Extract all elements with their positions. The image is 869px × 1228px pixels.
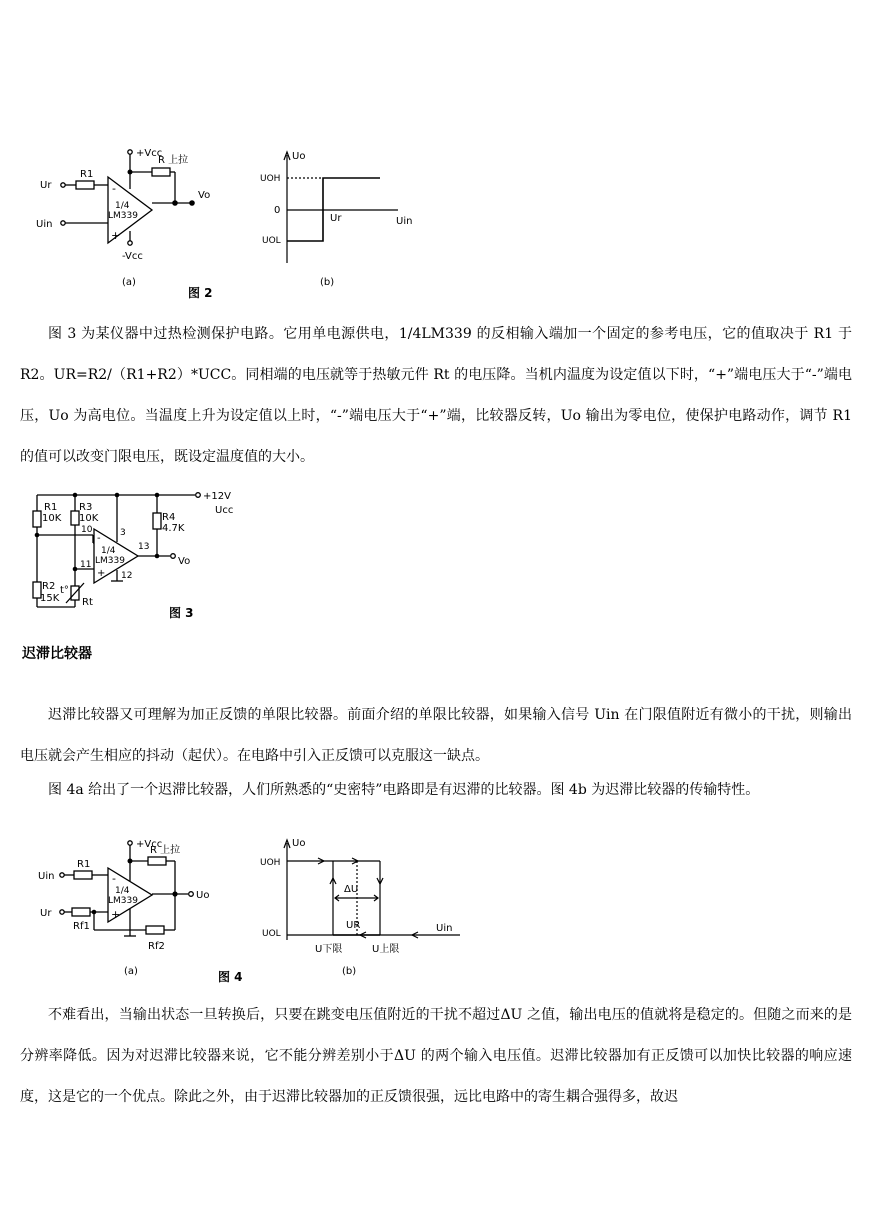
figure-4-caption: 图 4 [218, 970, 243, 984]
u-upper-label: U上限 [372, 944, 400, 955]
opamp-label-1: 1/4 [115, 201, 130, 211]
rt-label: Rt [82, 597, 93, 608]
r1-value: 10K [42, 513, 62, 524]
r3-value: 10K [79, 513, 99, 524]
r1-label: R1 [77, 859, 91, 870]
figure-4-svg [0, 828, 480, 988]
graph-x-axis-label: Uin [396, 216, 413, 227]
figure-4 [0, 828, 480, 988]
minus-label: - [112, 182, 116, 195]
vo-label: Vo [198, 190, 211, 201]
vcc-neg-label: -Vcc [122, 251, 143, 262]
opamp-label-2: LM339 [108, 211, 138, 221]
opamp-label-2: LM339 [95, 556, 125, 566]
ur-label: Ur [40, 908, 52, 919]
opamp-label-1: 1/4 [115, 886, 130, 896]
paragraph-fig3-description: 图 3 为某仪器中过热检测保护电路。它用单电源供电，1/4LM339 的反相输入端加一个固定的参考电压，它的值取决于 R1 于 R2。UR=R2/（R1+R2）*UCC。同相端的电压就等于热敏元件 Rt 的电压降。当机内温度为设定值以下时，“+”端电压大于“-”端电压，Uo 为高电位。当温度上升为设定值以上时，“-”端电压大于“+”端，比较器反转，Uo 输出为零电位，使保护电路动作，调节 R1 的值可以改变门限电压，既设定温度值的大小。 [20, 326, 852, 465]
r-pullup-label: R 上拉 [158, 155, 189, 166]
uoh-label: UOH [260, 858, 281, 868]
pin-11-label: 11 [80, 560, 92, 570]
pin-3-label: 3 [120, 528, 126, 538]
zero-label: 0 [274, 205, 281, 216]
vcc-pos-label: +Vcc [136, 148, 163, 159]
vo-label: Vo [178, 556, 191, 567]
vcc-pos-label: +Vcc [136, 839, 163, 850]
r2-label: R2 [42, 581, 56, 592]
opamp-label-2: LM339 [108, 896, 138, 906]
graph-ur-label: Ur [330, 213, 342, 224]
paragraph-fig4-description: 图 4a 给出了一个迟滞比较器，人们所熟悉的“史密特”电路即是有迟滞的比较器。图 4b 为迟滞比较器的传输特性。 [48, 782, 760, 798]
r4-label: R4 [162, 512, 176, 523]
opamp-label-1: 1/4 [101, 546, 116, 556]
subfigure-a-label: (a) [124, 966, 138, 977]
figure-2 [0, 135, 440, 305]
plus-label: + [111, 908, 121, 921]
rt-symbol: t° [60, 585, 69, 596]
minus-label: - [97, 533, 101, 544]
r-pullup-label: R 上拉 [150, 845, 181, 856]
graph-x-axis-label: Uin [436, 923, 453, 934]
r1-label: R1 [44, 502, 58, 513]
delta-u-label: ΔU [344, 884, 359, 895]
uol-label: UOL [262, 236, 281, 246]
figure-3 [20, 483, 280, 628]
r2-value: 15K [40, 593, 60, 604]
r3-label: R3 [79, 502, 93, 513]
figure-2-svg [0, 135, 440, 305]
rf1-label: Rf1 [73, 921, 90, 932]
subfigure-a-label: (a) [122, 277, 136, 288]
r1-label: R1 [80, 169, 94, 180]
graph-y-axis-label: Uo [292, 151, 306, 162]
ur-label: Ur [40, 180, 52, 191]
section-heading-hysteresis-comparator: 迟滞比较器 [22, 646, 92, 662]
plus-label: + [97, 568, 106, 579]
subfigure-b-label: (b) [320, 277, 335, 288]
u-lower-label: U下限 [315, 944, 343, 955]
uoh-label: UOH [260, 174, 281, 184]
paragraph-hysteresis-analysis: 不难看出，当输出状态一旦转换后，只要在跳变电压值附近的干扰不超过ΔU 之值，输出电压的值就将是稳定的。但随之而来的是分辨率降低。因为对迟滞比较器来说，它不能分辨差别小于ΔU 的两个输入电压值。迟滞比较器加有正反馈可以加快比较器的响应速度，这是它的一个优点。除此之外，由于迟滞比较器加的正反馈很强，远比电路中的寄生耦合强得多，故迟 [20, 1007, 852, 1105]
figure-3-caption: 图 3 [169, 606, 194, 620]
graph-y-axis-label: Uo [292, 838, 306, 849]
uin-label: Uin [36, 219, 53, 230]
figure-3-svg [20, 483, 280, 628]
pin-13-label: 13 [138, 542, 150, 552]
plus-label: + [111, 229, 121, 242]
paragraph-hysteresis-intro: 迟滞比较器又可理解为加正反馈的单限比较器。前面介绍的单限比较器，如果输入信号 Uin 在门限值附近有微小的干扰，则输出电压就会产生相应的抖动（起伏）。在电路中引入正反馈可以克服这一缺点。 [20, 707, 852, 764]
ucc-label: Ucc [215, 505, 234, 516]
figure-2-caption: 图 2 [188, 286, 213, 300]
supply-12v-label: +12V [203, 491, 231, 502]
uo-label: Uo [196, 890, 210, 901]
rf2-label: Rf2 [148, 941, 165, 952]
minus-label: - [112, 872, 116, 885]
uol-label: UOL [262, 929, 281, 939]
uin-label: Uin [38, 871, 55, 882]
pin-12-label: 12 [121, 571, 133, 581]
graph-ur-label: UR [346, 920, 361, 931]
pin-10-label: 10 [81, 525, 93, 535]
r4-value: 4.7K [162, 523, 185, 534]
subfigure-b-label: (b) [342, 966, 357, 977]
